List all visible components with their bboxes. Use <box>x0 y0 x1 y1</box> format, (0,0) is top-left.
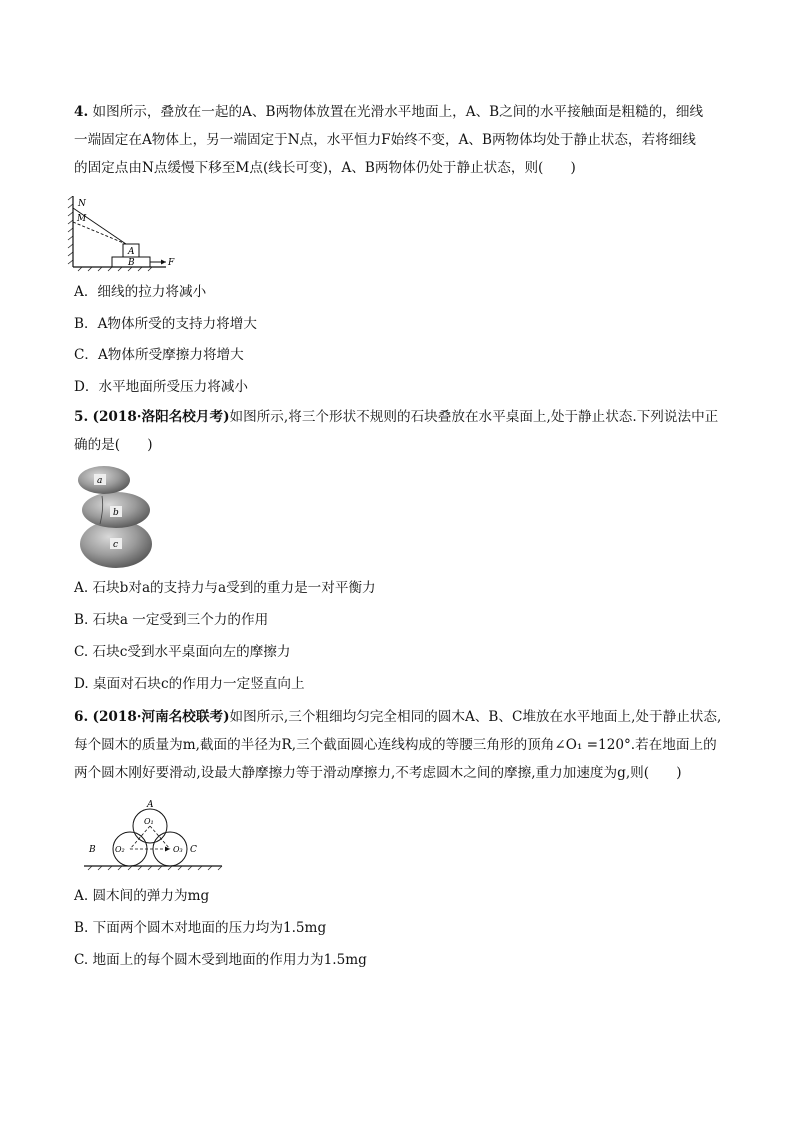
q4-arrow-head <box>161 260 166 265</box>
q4-wall-hatch <box>68 196 73 264</box>
q6-label-b: B <box>89 845 96 855</box>
q6-source: (2018·河南名校联考) <box>92 709 230 725</box>
question-5 <box>74 403 724 459</box>
q6-figure <box>84 796 226 872</box>
q6-text-1: 如图所示,三个粗细均匀完全相同的圆木A、B、C堆放在水平地面上,处于静止状态, <box>229 709 722 725</box>
q6-label-o1: O₁ <box>144 817 154 826</box>
q6-option-b: B. 下面两个圆木对地面的压力均为1.5mg <box>74 920 327 936</box>
q4-figure <box>66 196 181 272</box>
q5-option-b: B. 石块a 一定受到三个力的作用 <box>74 612 269 628</box>
q5-text-1: 如图所示,将三个形状不规则的石块叠放在水平桌面上,处于静止状态.下列说法中正 <box>229 409 719 425</box>
q5-line-1 <box>74 403 724 431</box>
q4-ground-hatch <box>78 267 152 271</box>
q6-label-a: A <box>147 800 154 810</box>
q4-label-m: M <box>77 214 87 224</box>
q6-label-o3: O₃ <box>173 845 183 854</box>
q6-line-2: 每个圆木的质量为m,截面的半径为R,三个截面圆心连线构成的等腰三角形的顶角∠O₁ =120°.若在地面上的 <box>74 737 717 753</box>
q4-line-3: 的固定点由N点缓慢下移至M点(线长可变)，A、B两物体仍处于静止状态，则( ) <box>74 160 576 176</box>
q5-option-d: D. 桌面对石块c的作用力一定竖直向上 <box>74 676 305 692</box>
q5-label-a: a <box>97 476 103 486</box>
q5-option-a: A. 石块b对a的支持力与a受到的重力是一对平衡力 <box>74 580 376 596</box>
q5-label-b: b <box>113 508 119 518</box>
q4-text-1: 如图所示，叠放在一起的A、B两物体放置在光滑水平地面上，A、B之间的水平接触面是粗糙的，细线 <box>92 104 704 120</box>
q4-label-a: A <box>128 247 135 257</box>
q6-option-c: C. 地面上的每个圆木受到地面的作用力为1.5mg <box>74 952 367 968</box>
q5-line-2: 确的是( ) <box>74 437 153 453</box>
q6-line-3: 两个圆木刚好要滑动,设最大静摩擦力等于滑动摩擦力,不考虑圆木之间的摩擦,重力加速度为g,则( ) <box>74 765 682 781</box>
q6-number: 6. <box>74 709 89 725</box>
q6-arrow-head <box>165 847 170 852</box>
q4-number: 4. <box>74 104 89 120</box>
q4-option-a: A．细线的拉力将减小 <box>74 284 207 300</box>
q4-option-b: B．A物体所受的支持力将增大 <box>74 316 257 332</box>
q4-label-b: B <box>128 258 135 268</box>
q6-option-a: A. 圆木间的弹力为mg <box>74 888 210 904</box>
question-6 <box>74 703 724 787</box>
q4-label-f: F <box>168 258 175 268</box>
q5-source: (2018·洛阳名校月考) <box>92 409 230 425</box>
q4-line-1 <box>74 98 724 126</box>
q4-option-c: C．A物体所受摩擦力将增大 <box>74 347 244 363</box>
q4-label-n: N <box>78 199 86 209</box>
q6-label-o2: O₂ <box>115 845 125 854</box>
q5-label-c: c <box>113 540 119 550</box>
question-4 <box>74 98 724 182</box>
q5-figure <box>72 462 162 570</box>
q4-string-m <box>73 222 126 244</box>
q6-label-c: C <box>190 845 197 855</box>
q4-line-2: 一端固定在A物体上，另一端固定于N点，水平恒力F始终不变，A、B两物体均处于静止状态，若将细线 <box>74 132 696 148</box>
q5-number: 5. <box>74 409 89 425</box>
q5-option-c: C. 石块c受到水平桌面向左的摩擦力 <box>74 644 291 660</box>
q4-option-d: D．水平地面所受压力将减小 <box>74 379 249 395</box>
q6-line-1 <box>74 703 724 731</box>
